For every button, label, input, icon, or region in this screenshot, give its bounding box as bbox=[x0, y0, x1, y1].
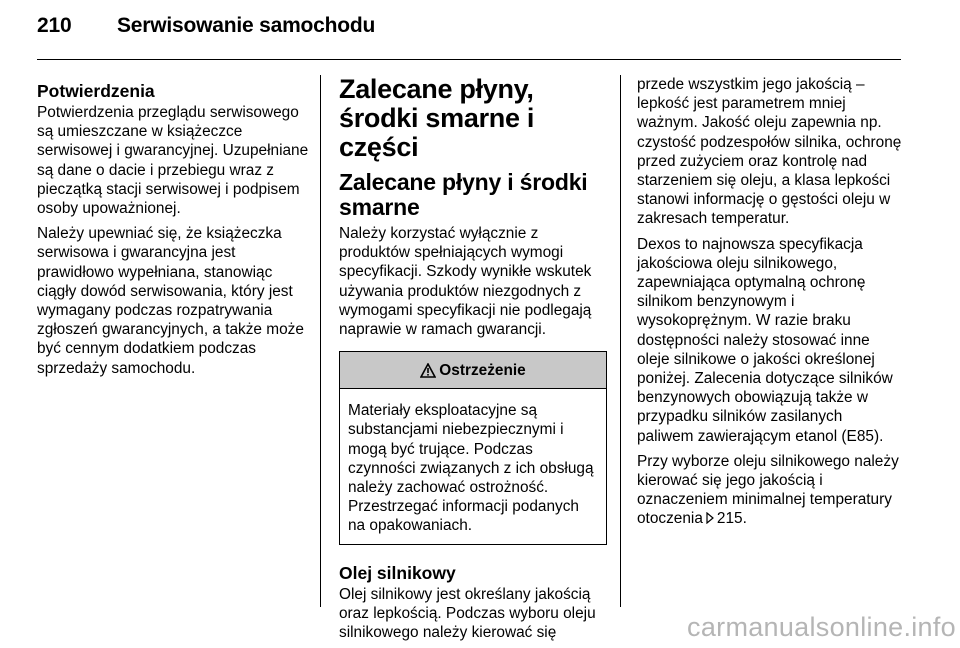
fluids-paragraph: Należy korzystać wyłącznie z produktów spełniających wymogi specyfikacji. Szkody wynikłe wskutek używania produktów niezgodnych z wymogami specyfikacji nie podlegają naprawie w ramach gwarancji. bbox=[339, 225, 592, 339]
engine-oil-paragraph: Olej silnikowy jest określany jakością oraz lepkością. Podczas wyboru oleju silnikowego należy kierować się bbox=[339, 585, 596, 642]
oil-selection-paragraph bbox=[637, 452, 903, 529]
watermark: carmanualsonline.info bbox=[687, 612, 956, 642]
confirmations-paragraph-1: Potwierdzenia przeglądu serwisowego są umieszczane w książeczce serwisowej i gwarancyjnej. Uzupełniane są dane o dacie i przebiegu wraz z pieczątką stacji serwisowej i podpisem osoby upoważnionej. bbox=[37, 104, 309, 218]
header-rule bbox=[37, 59, 901, 60]
dexos-paragraph: Dexos to najnowsza specyfikacja jakościowa oleju silnikowego, zapewniająca optymalną ochronę silnikom benzynowym i wysokoprężnym. W razie braku dostępności należy stosować inne oleje silnikowe o jakości określonej poniżej. Zalecenia dotyczące silników benzynowych obowiązują także w przypadku silników zasilanych paliwem zawierającym etanol (E85). bbox=[637, 235, 893, 445]
fluids-sub-heading: Zalecane płyny i środki smarne bbox=[339, 169, 588, 220]
warning-box bbox=[339, 351, 607, 544]
warning-title-bar bbox=[340, 352, 606, 389]
confirmations-heading: Potwierdzenia bbox=[37, 81, 155, 101]
engine-oil-heading: Olej silnikowy bbox=[339, 562, 456, 583]
warning-triangle-icon bbox=[420, 363, 436, 378]
warning-text: Materiały eksploatacyjne są substancjami niebezpiecznymi i mogą być trujące. Podczas czynności związanych z ich obsługą należy zachować ostrożność. Przestrzegać informacji podanych na opakowaniach. bbox=[348, 402, 594, 535]
column-3 bbox=[637, 75, 903, 535]
confirmations-paragraph-2: Należy upewniać się, że książeczka serwisowa i gwarancyjna jest prawidłowo wypełniana, stanowiąc ciągły dowód serwisowania, który jest wymagany podczas rozpatrywania zgłoszeń gwarancyjnych, a także może być cennym dodatkiem podczas sprzedaży samochodu. bbox=[37, 225, 304, 377]
column-divider-right bbox=[620, 75, 621, 607]
oil-selection-text: Przy wyborze oleju silnikowego należy kierować się jego jakością i oznaczeniem minimalnej temperatury otoczenia bbox=[637, 452, 899, 528]
fluids-main-heading: Zalecane płyny, środki smarne i części bbox=[339, 74, 535, 162]
warning-title: Ostrzeżenie bbox=[439, 361, 526, 379]
page-title: Serwisowanie samochodu bbox=[117, 14, 376, 37]
page-reference-link[interactable]: 215. bbox=[716, 510, 747, 528]
page-header bbox=[37, 14, 917, 38]
column-divider-left bbox=[320, 75, 321, 607]
oil-quality-paragraph: przede wszystkim jego jakością – lepkość jest parametrem mniej ważnym. Jakość oleju zapewnia np. czystość podzespołów silnika, ochronę przed zużyciem oraz kontrolę nad starzeniem się oleju, a klasa lepkości stanowi informację o gęstości oleju w zakresach temperatur. bbox=[637, 76, 902, 228]
page-number: 210 bbox=[37, 14, 72, 37]
page-reference-arrow-icon bbox=[705, 512, 715, 524]
column-1 bbox=[37, 75, 309, 384]
column-2 bbox=[339, 75, 607, 648]
